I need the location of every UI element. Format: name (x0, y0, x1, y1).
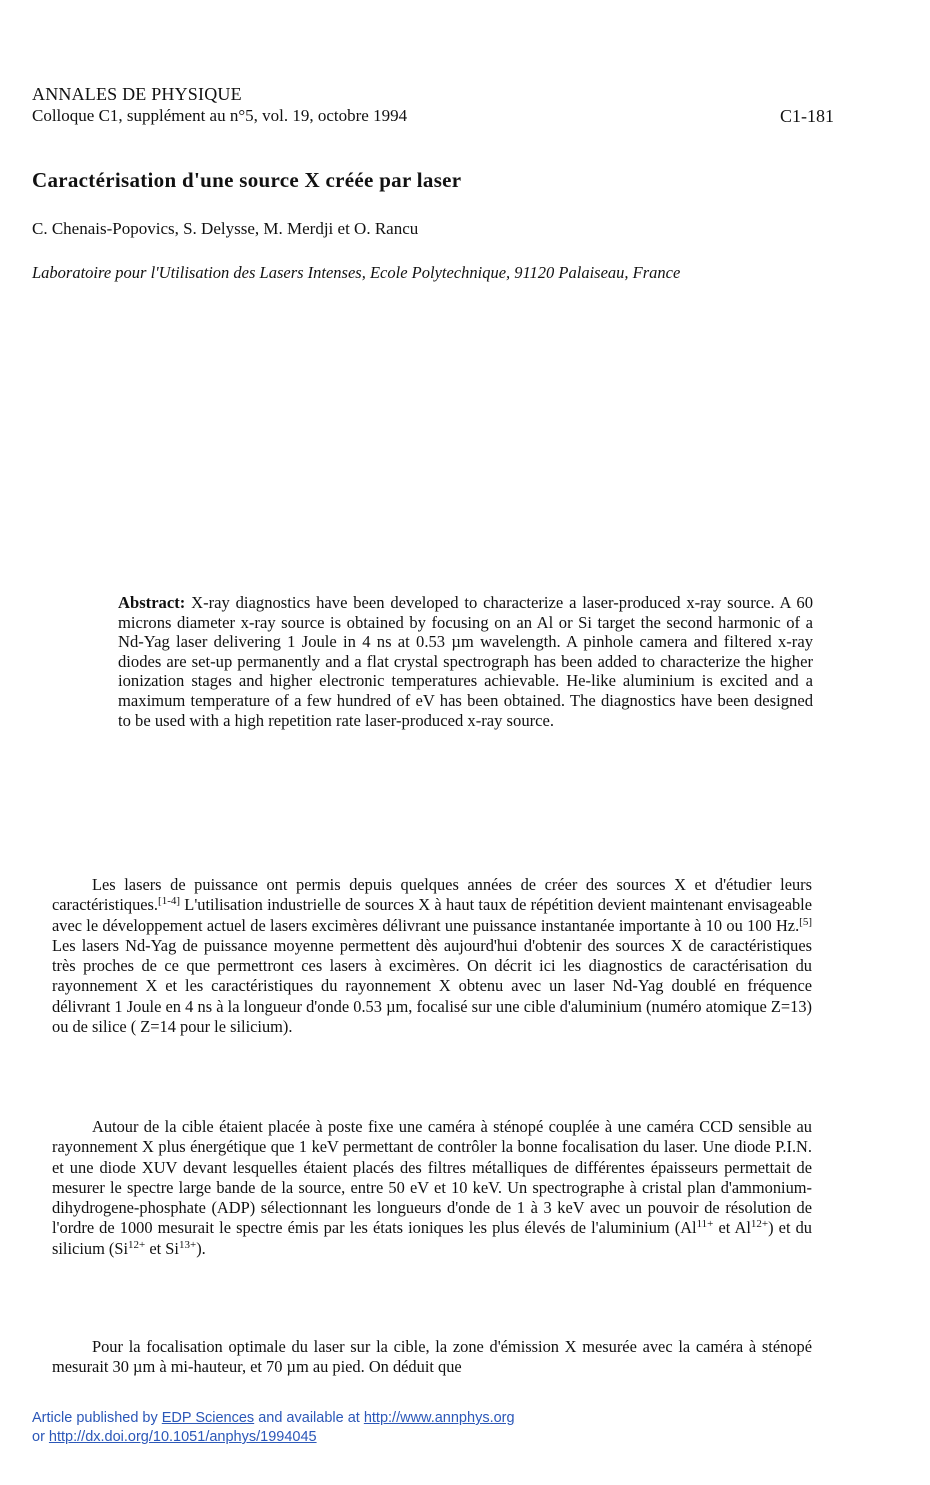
text-run: et Si (145, 1238, 179, 1258)
author-list: C. Chenais-Popovics, S. Delysse, M. Merdji et O. Rancu (32, 219, 419, 238)
body-paragraph-3: Pour la focalisation optimale du laser sur la cible, la zone d'émission X mesurée avec la caméra à sténopé mesurait 30 µm à mi-hauteur, et 70 µm au pied. On déduit que (52, 1337, 812, 1377)
publisher-link[interactable]: EDP Sciences (161, 1410, 255, 1426)
text-run: ) et du silicium (Si (52, 1218, 812, 1258)
footer-line-1 (32, 1409, 515, 1428)
journal-name: ANNALES DE PHYSIQUE (32, 84, 242, 104)
affiliation: Laboratoire pour l'Utilisation des Lasers Intenses, Ecole Polytechnique, 91120 Palaiseau, France (32, 263, 681, 282)
paper-title: Caractérisation d'une source X créée par laser (32, 168, 462, 192)
citation: [5] (799, 915, 812, 928)
publication-footer (32, 1409, 515, 1447)
issue-info: Colloque C1, supplément au n°5, vol. 19, octobre 1994 (32, 106, 408, 125)
footer-text: and available at (254, 1410, 364, 1426)
ion-charge: 12+ (128, 1238, 146, 1251)
ion-charge: 11+ (696, 1218, 714, 1231)
text-run: L'utilisation industrielle de sources X à haut taux de répétition devient maintenant envisageable avec le développement actuel de lasers excimères délivrant une puissance instantanée importante à 10 ou 100 Hz. (52, 895, 812, 935)
citation: [1-4] (158, 895, 181, 908)
abstract (118, 593, 813, 730)
body-paragraph-2 (52, 1117, 812, 1259)
footer-text: or (32, 1429, 49, 1445)
footer-line-2 (32, 1428, 515, 1447)
text-run: Les lasers de puissance ont permis depuis quelques années de créer des sources X et d'étudier leurs caractéristiques. (52, 875, 812, 915)
text-run: Autour de la cible étaient placée à poste fixe une caméra à sténopé couplée à une caméra CCD sensible au rayonnement X plus énergétique que 1 keV permettant de contrôler la bonne focalisation du laser. Une diode P.I.N. et une diode XUV devant lesquelles étaient placés des filtres métalliques de différentes épaisseurs permettait de mesurer le spectre large bande de la source, entre 50 eV et 10 keV. Un spectrographe à cristal plan d'ammonium-dihydrogene-phosphate (ADP) sélectionnant les longueurs d'onde de 1 à 3 keV avec un pouvoir de résolution de l'ordre de 1000 mesurait le spectre émis par les états ioniques les plus élevés de l'aluminium (Al (52, 1117, 812, 1238)
page-number: C1-181 (780, 106, 834, 126)
text-run: et Al (713, 1218, 751, 1238)
ion-charge: 13+ (178, 1238, 197, 1251)
body-paragraph-1 (52, 875, 812, 1037)
journal-site-link[interactable]: http://www.annphys.org (363, 1410, 515, 1426)
text-run: Les lasers Nd-Yag de puissance moyenne permettent dès aujourd'hui d'obtenir des sources X de caractéristiques très proches de ce que permettront ces lasers à excimères. On décrit ici les diagnostics de caractérisation du rayonnement X et les caractéristiques du rayonnement X obtenu avec un laser Nd-Yag doublé en fréquence délivrant 1 Joule en 4 ns à la longueur d'onde 0.53 µm, focalisé sur une cible d'aluminium (numéro atomique Z=13) ou de silice ( Z=14 pour le silicium). (52, 935, 812, 1037)
doi-link[interactable]: http://dx.doi.org/10.1051/anphys/1994045 (48, 1429, 317, 1445)
text-run: ). (196, 1238, 206, 1258)
footer-text: Article published by (32, 1410, 162, 1426)
abstract-label: Abstract: (118, 593, 186, 612)
ion-charge: 12+ (750, 1218, 769, 1231)
abstract-text: X-ray diagnostics have been developed to characterize a laser-produced x-ray source. A 60 microns diameter x-ray source is obtained by focusing on an Al or Si target the second harmonic of a Nd-Yag laser delivering 1 Joule in 4 ns at 0.53 µm wavelength. A pinhole camera and filtered x-ray diodes are set-up permanently and a flat crystal spectrograph has been added to characterize the higher ionization stages and higher electronic temperatures achievable. He-like aluminium is excited and a maximum temperature of a few hundred of eV has been obtained. The diagnostics have been designed to be used with a high repetition rate laser-produced x-ray source. (118, 593, 813, 730)
